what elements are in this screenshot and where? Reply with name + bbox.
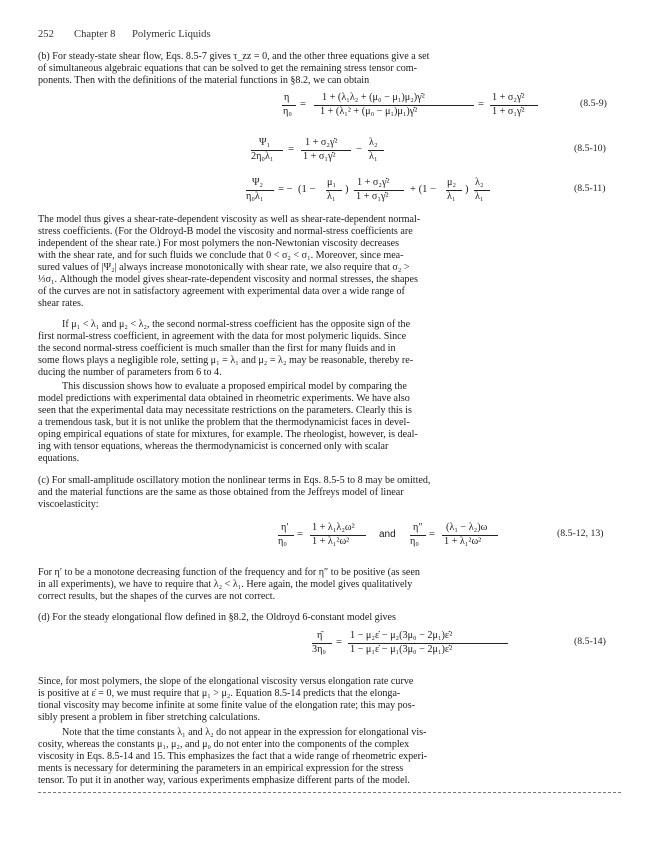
eq11-l2-den: λ₁ xyxy=(475,191,484,202)
eq10-rhs-den: λ₁ xyxy=(369,151,378,162)
eq9-rhs-num: 1 + σ₂γ̇² xyxy=(492,92,525,103)
paragraph-line: Since, for most polymers, the slope of the elongational viscosity versus elongation rate curve xyxy=(38,676,414,687)
eq14-num: 1 − μ₂ε̇ − μ₂(3μ₀ − 2μ₁)ε̇² xyxy=(350,630,453,641)
eq9-rhs-den: 1 + σ₁γ̇² xyxy=(492,106,525,117)
eq9-lhs-den: η₀ xyxy=(283,106,292,117)
paragraph-line: stress coefficients. (For the Oldroyd-B model the viscosity and normal-stress coefficients are xyxy=(38,226,413,237)
paragraph-line: correct results, but the shapes of the curves are not correct. xyxy=(38,591,276,602)
paragraph-line: sibly present a problem in fiber stretching calculations. xyxy=(38,712,260,723)
eq11-lhs-den: η₀λ₁ xyxy=(246,191,264,202)
bottom-rule xyxy=(38,792,621,793)
eq10-rhs-num: λ₂ xyxy=(369,137,378,148)
eq12-b-den: 1 + λ₁²ω² xyxy=(312,536,350,547)
paragraph-line: independent of the shear rate.) For most polymers the non-Newtonian viscosity decreases xyxy=(38,238,400,249)
eq10-lhs-num: Ψ₁ xyxy=(259,137,271,148)
eq11-lhs-num: Ψ₂ xyxy=(252,177,264,188)
eq11-frac-num: 1 + σ₂γ̇² xyxy=(357,177,390,188)
paragraph-line: the second normal-stress coefficient is much smaller than the first for many fluids and in xyxy=(38,343,396,354)
eq10-mid-den: 1 + σ₁γ̇² xyxy=(303,151,336,162)
eq14-den: 1 − μ₁ε̇ − μ₁(3μ₀ − 2μ₁)ε̇² xyxy=(350,644,453,655)
chapter-title: Polymeric Liquids xyxy=(132,29,211,40)
equation-number: (8.5-14) xyxy=(574,636,606,647)
paragraph-line: ⅓σ₁. Although the model gives shear-rate-dependent viscosity and normal stresses, the shapes xyxy=(38,274,418,285)
eq11-close-a: ) xyxy=(345,184,349,195)
paragraph-line: For η′ to be a monotone decreasing function of the frequency and for η″ to be positive (as seen xyxy=(38,567,420,578)
paragraph-b-line: ponents. Then with the definitions of the material functions in §8.2, we can obtain xyxy=(38,75,370,86)
equation-number: (8.5-12, 13) xyxy=(557,528,604,539)
eq11-equals-minus: = − xyxy=(278,184,293,195)
paragraph-line: sured values of |Ψ₂| always increase monotonically with shear rate, we also require that σ₂ > xyxy=(38,262,410,273)
equation-number: (8.5-11) xyxy=(574,183,606,194)
paragraph-line: tensor. To put it in another way, various experiments emphasize different parts of the model. xyxy=(38,775,410,786)
equation-8-5-14: η̄ 3η₀ = 1 − μ₂ε̇ − μ₂(3μ₀ − 2μ₁)ε̇² 1 − μ₁ε̇ − μ₁(3μ₀ − 2μ₁)ε̇² (8.5-14) xyxy=(312,630,606,655)
eq12-c-num: η″ xyxy=(413,522,423,533)
eq11-paren-b: + (1 − xyxy=(410,184,437,195)
eq11-close-b: ) xyxy=(465,184,469,195)
eq10-mid-num: 1 + σ₂γ̇² xyxy=(305,137,338,148)
paragraph-b-line: (b) For steady-state shear flow, Eqs. 8.5-7 gives τ_zz = 0, and the other three equations give a set xyxy=(38,51,430,62)
paragraph-line: first normal-stress coefficient, in agreement with the data for most polymeric liquids. Since xyxy=(38,331,407,342)
eq11-frac-den: 1 + σ₁γ̇² xyxy=(356,191,389,202)
eq11-mu1-num: μ₁ xyxy=(327,177,337,188)
eq12-c-den: η₀ xyxy=(410,536,419,547)
eq12-d-den: 1 + λ₁²ω² xyxy=(444,536,482,547)
paragraph-line: seen that the experimental data may necessitate restrictions on the parameters. Clearly this is xyxy=(38,405,412,416)
paragraph-c-line: (c) For small-amplitude oscillatory motion the nonlinear terms in Eqs. 8.5-5 to 8 may be omitted, xyxy=(38,475,431,486)
paragraph-line: model predictions with experimental data obtained in rheometric experiments. We have also xyxy=(38,393,410,404)
eq9-mid-den: 1 + (λ₁² + (μ₀ − μ₁)μ₁)γ̇² xyxy=(320,106,418,117)
paragraph-line: tional viscosity may become infinite at some finite value of the elongation rate; this may pos- xyxy=(38,700,416,711)
page-number: 252 xyxy=(38,29,54,40)
eq14-lhs-den: 3η₀ xyxy=(312,644,326,655)
paragraph-line: oping empirical equations of state for mixtures, for example. The rheologist, however, is deal- xyxy=(38,429,418,440)
paragraph-c-line: viscoelasticity: xyxy=(38,499,99,510)
eq12-d-num: (λ₁ − λ₂)ω xyxy=(446,522,488,533)
equation-8-5-12-13: η′ η₀ = 1 + λ₁λ₂ω² 1 + λ₁²ω² and η″ η₀ = (λ₁ − λ₂)ω 1 + λ₁²ω² (8.5-12, 13) xyxy=(278,522,604,547)
eq11-l2-num: λ₂ xyxy=(475,177,484,188)
eq10-lhs-den: 2η₀λ₁ xyxy=(251,151,274,162)
paragraph-line: viscosity in Eqs. 8.5-14 and 15. This emphasizes the fact that a wide range of rheometric experi- xyxy=(38,751,428,762)
paragraph-c-line: and the material functions are the same as those obtained from the Jeffreys model of linear xyxy=(38,487,404,498)
paragraph-line: Note that the time constants λ₁ and λ₂ do not appear in the expression for elongational vis- xyxy=(62,727,427,738)
eq11-mu1-den: λ₁ xyxy=(327,191,336,202)
eq11-paren-a: (1 − xyxy=(298,184,316,195)
paragraph-line: If μ₁ < λ₁ and μ₂ < λ₂, the second normal-stress coefficient has the opposite sign of the xyxy=(62,319,411,330)
equation-8-5-9: η η₀ = 1 + (λ₁λ₂ + (μ₀ − μ₁)μ₂)γ̇² 1 + (λ₁² + (μ₀ − μ₁)μ₁)γ̇² = 1 + σ₂γ̇² 1 + σ₁γ̇² (8.5-9) xyxy=(283,92,607,117)
eq12-and: and xyxy=(379,529,396,540)
paragraph-line: ments is necessary for determining the parameters in an empirical expression for the stress xyxy=(38,763,404,774)
paragraph-line: with the shear rate, and for such fluids we conclude that 0 < σ₂ < σ₁. Moreover, since mea- xyxy=(38,250,404,261)
paragraph-line: cosity, whereas the constants μ₁, μ₂, and μ₀ do not enter into the components of the complex xyxy=(38,739,410,750)
paragraph-line: a tremendous task, but it is not unlike the problem that the thermodynamicist faces in devel- xyxy=(38,417,410,428)
equation-number: (8.5-10) xyxy=(574,143,606,154)
eq14-lhs-num: η̄ xyxy=(317,630,323,641)
eq11-mu2-num: μ₂ xyxy=(447,177,457,188)
paragraph-line: is positive at ε̇ = 0, we must require that μ₁ > μ₂. Equation 8.5-14 predicts that the elonga- xyxy=(38,688,401,699)
eq9-lhs-num: η xyxy=(284,92,290,103)
paragraph-line: of the curves are not in satisfactory agreement with experimental data over a wide range of xyxy=(38,286,405,297)
equation-8-5-10: Ψ₁ 2η₀λ₁ = 1 + σ₂γ̇² 1 + σ₁γ̇² − λ₂ λ₁ (8.5-10) xyxy=(251,137,606,162)
main-text xyxy=(38,0,661,848)
equation-8-5-11 xyxy=(38,175,621,213)
paragraph-line: some flows plays a negligible role, setting μ₁ = λ₁ and μ₂ = λ₂ may be reasonable, thereby re- xyxy=(38,355,414,366)
eq12-a-num: η′ xyxy=(281,522,289,533)
paragraph-line: This discussion shows how to evaluate a proposed empirical model by comparing the xyxy=(62,381,407,392)
paragraph-line: equations. xyxy=(38,453,80,464)
paragraph-line: ing with tensor equations, whereas the thermodynamicist is concerned only with scalar xyxy=(38,441,389,452)
paragraph-line: in all experiments), we have to require that λ₂ < λ₁. Here again, the model gives qualitatively xyxy=(38,579,413,590)
chapter-label: Chapter 8 xyxy=(74,29,116,40)
paragraph-line: ducing the number of parameters from 6 to 4. xyxy=(38,367,222,378)
paragraph-line: The model thus gives a shear-rate-dependent viscosity as well as shear-rate-dependent normal- xyxy=(38,214,421,225)
eq12-a-den: η₀ xyxy=(278,536,287,547)
paragraph-d-line: (d) For the steady elongational flow defined in §8.2, the Oldroyd 6-constant model gives xyxy=(38,612,396,623)
eq11-mu2-den: λ₁ xyxy=(447,191,456,202)
equation-number: (8.5-9) xyxy=(580,98,607,109)
paragraph-b-line: of simultaneous algebraic equations that can be solved to get the remaining stress tensor com- xyxy=(38,63,417,74)
eq12-b-num: 1 + λ₁λ₂ω² xyxy=(312,522,355,533)
paragraph-line: shear rates. xyxy=(38,298,84,309)
eq9-mid-num: 1 + (λ₁λ₂ + (μ₀ − μ₁)μ₂)γ̇² xyxy=(322,92,425,103)
